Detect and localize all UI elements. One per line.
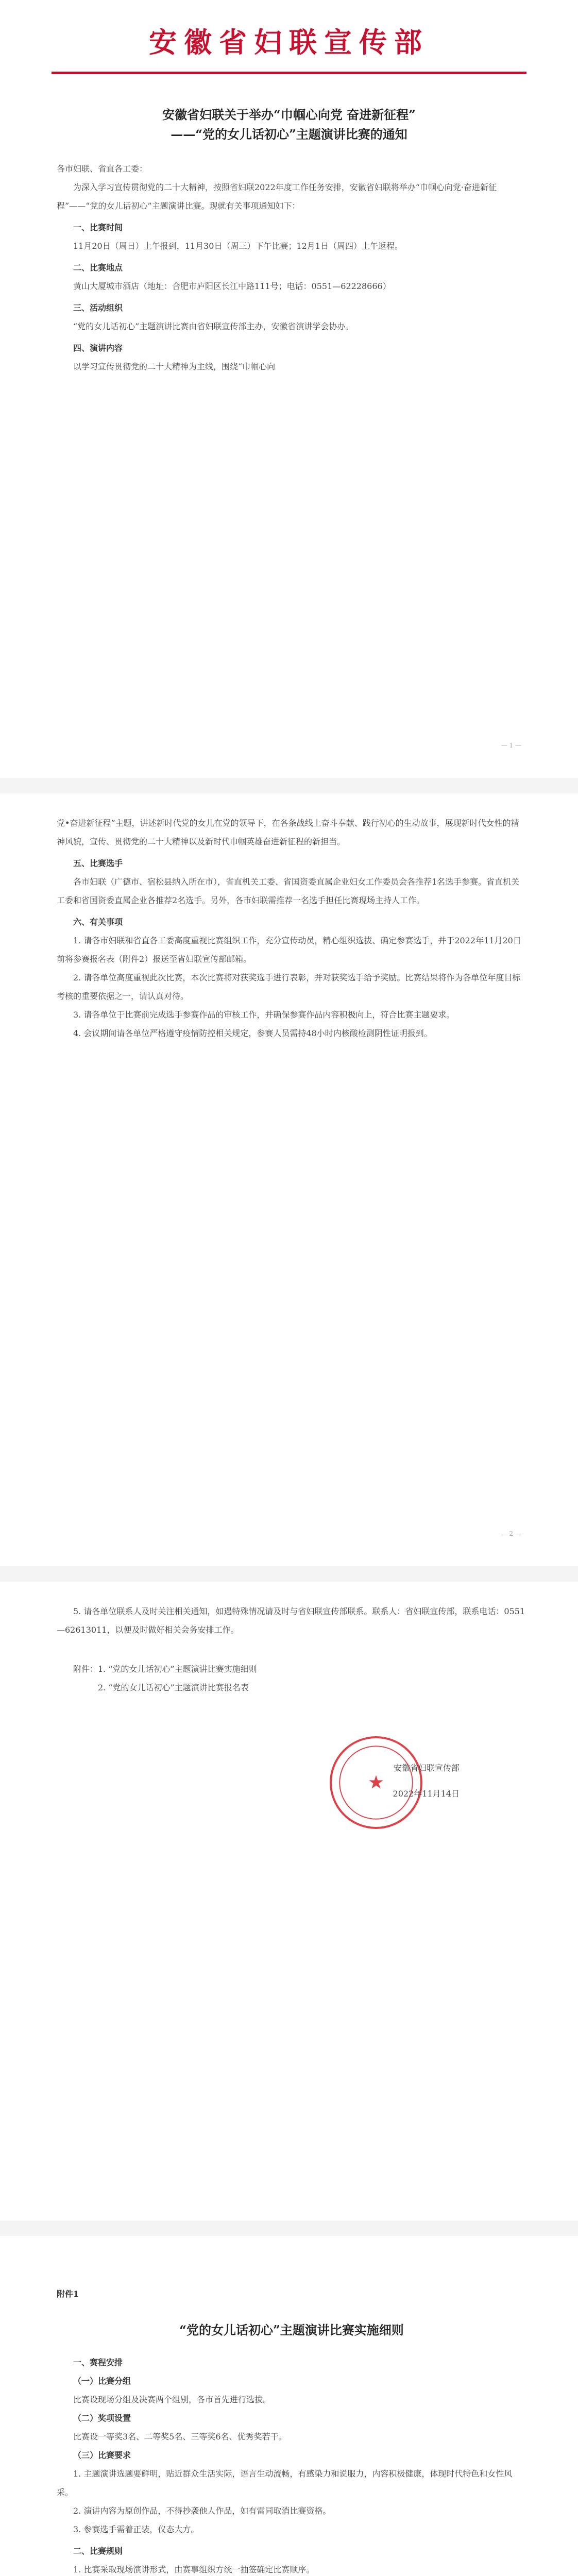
official-seal	[330, 1736, 422, 1829]
schedule-heading: 一、赛程安排	[73, 2358, 123, 2367]
salutation: 各市妇联、省直各工委：	[57, 164, 148, 174]
section-matters-heading: 六、有关事项	[73, 917, 123, 927]
closing-paragraph: 5. 请各单位联系人及时关注相关通知，如遇特殊情况请及时与省妇联宣传部联系。联系人：省妇联宣传部，联系电话：0551—62613011，以便及时做好相关会务安排工作。	[57, 1606, 525, 1635]
section-contestants-text: 各市妇联（广德市、宿松县纳入所在市），省直机关工委、省国资委直属企业妇女工作委员会各推荐1名选手参赛。省直机关工委和省国资委直属企业各推荐2名选手。另外，各市妇联需推荐一名选手担任比赛现场主持人工作。	[57, 877, 520, 905]
signed-date: 2022年11月14日	[393, 1789, 460, 1799]
section-organization-text: “党的女儿话初心”主题演讲比赛由省妇联宣传部主办，安徽省演讲学会协办。	[73, 321, 354, 331]
seal-star-icon: ★	[367, 1772, 385, 1793]
page-number: — 2 —	[501, 1530, 521, 1537]
requirements-heading: （三）比赛要求	[73, 2450, 131, 2460]
attachment1-body	[0, 2236, 578, 2576]
notice-title-line-1: 安徽省妇联关于举办“巾帼心向党 奋进新征程”	[162, 107, 416, 122]
notice-title-line-2: ——“党的女儿话初心”主题演讲比赛的通知	[171, 127, 407, 142]
page-4	[0, 2236, 578, 2576]
org-header-title: 安徽省妇联宣传部	[149, 26, 429, 59]
section-location-text: 黄山大厦城市酒店（地址：合肥市庐阳区长江中路111号；电话：0551—62228666）	[73, 281, 391, 291]
section-content-cont: 党•奋进新征程”主题，讲述新时代党的女儿在党的领导下，在各条战线上奋斗奉献、践行初心的生动故事，展现新时代女性的精神风貌，宣传、贯彻党的二十大精神以及新时代巾帼英雄奋进新征程的新担当。	[57, 818, 519, 846]
section-content-text: 以学习宣传贯彻党的二十大精神为主线，围绕“巾帼心向	[73, 362, 276, 371]
page-number: — 1 —	[501, 742, 521, 749]
matter-item: 3. 请各单位于比赛前完成选手参赛作品的审核工作，并确保参赛作品内容积极向上，符合比赛主题要求。	[73, 1010, 455, 1020]
notice-body-cont	[0, 793, 578, 1043]
signer: 安徽省妇联宣传部	[393, 1763, 460, 1773]
notice-body	[0, 160, 578, 376]
matter-item: 4. 会议期间请各单位严格遵守疫情防控相关规定，参赛人员需持48小时内核酸检测阴性证明报到。	[73, 1028, 432, 1038]
grouping-text: 比赛设现场分组及决赛两个组别，各市首先进行选拔。	[73, 2395, 271, 2404]
attachment-line-2: 2. “党的女儿话初心”主题演讲比赛报名表	[98, 1683, 249, 1692]
attachment-line-1: 附件：1. “党的女儿话初心”主题演讲比赛实施细则	[73, 1664, 257, 1674]
awards-heading: （二）奖项设置	[73, 2413, 131, 2423]
requirement-item: 1. 主题演讲选题要鲜明，贴近群众生活实际，语言生动流畅，有感染力和说服力，内容积极健康，体现时代特色和女性风采。	[57, 2469, 513, 2497]
intro-paragraph: 为深入学习宣传贯彻党的二十大精神，按照省妇联2022年度工作任务安排，安徽省妇联将举办“巾帼心向党·奋进新征程”——“党的女儿话初心”主题演讲比赛。现就有关事项通知如下：	[57, 182, 497, 211]
page-separator	[0, 1566, 578, 1582]
section-location-heading: 二、比赛地点	[73, 263, 123, 273]
page-3	[0, 1582, 578, 2221]
header-red-rule	[52, 72, 526, 74]
page-1	[0, 0, 578, 778]
matter-item: 1. 请各市妇联和省直各工委高度重视比赛组织工作，充分宣传动员，精心组织选拔、确定参赛选手，并于2022年11月20日前将参赛报名表（附件2）报送至省妇联宣传部邮箱。	[57, 936, 521, 964]
attachment1-title: “党的女儿话初心”主题演讲比赛实施细则	[179, 2323, 404, 2337]
page-separator	[0, 2221, 578, 2236]
section-organization-heading: 三、活动组织	[73, 303, 123, 313]
page-separator	[0, 778, 578, 793]
grouping-heading: （一）比赛分组	[73, 2376, 131, 2386]
matter-item: 2. 请各单位高度重视此次比赛，本次比赛将对获奖选手进行表彰，并对获奖选手给予奖励。比赛结果将作为各单位年度目标考核的重要依据之一，请认真对待。	[57, 973, 521, 1001]
rule-item: 1. 比赛采取现场演讲形式，由赛事组织方统一抽签确定比赛顺序。	[73, 2565, 315, 2574]
requirement-item: 2. 演讲内容为原创作品，不得抄袭他人作品，如有雷同取消比赛资格。	[73, 2506, 331, 2516]
notice-title	[0, 105, 578, 144]
section-content-heading: 四、演讲内容	[73, 343, 123, 353]
section-time-heading: 一、比赛时间	[73, 223, 123, 232]
page-2	[0, 793, 578, 1566]
requirement-item: 3. 参赛选手需着正装，仪态大方。	[73, 2524, 199, 2534]
rules-heading: 二、比赛规则	[73, 2546, 123, 2556]
attachment1-label: 附件1	[57, 2289, 79, 2299]
section-time-text: 11月20日（周日）上午报到，11月30日（周三）下午比赛；12月1日（周四）上午返程。	[73, 241, 403, 251]
section-contestants-heading: 五、比赛选手	[73, 858, 123, 868]
notice-closing-block	[0, 1582, 578, 1697]
awards-text: 比赛设一等奖3名、二等奖5名、三等奖6名、优秀奖若干。	[73, 2432, 287, 2442]
